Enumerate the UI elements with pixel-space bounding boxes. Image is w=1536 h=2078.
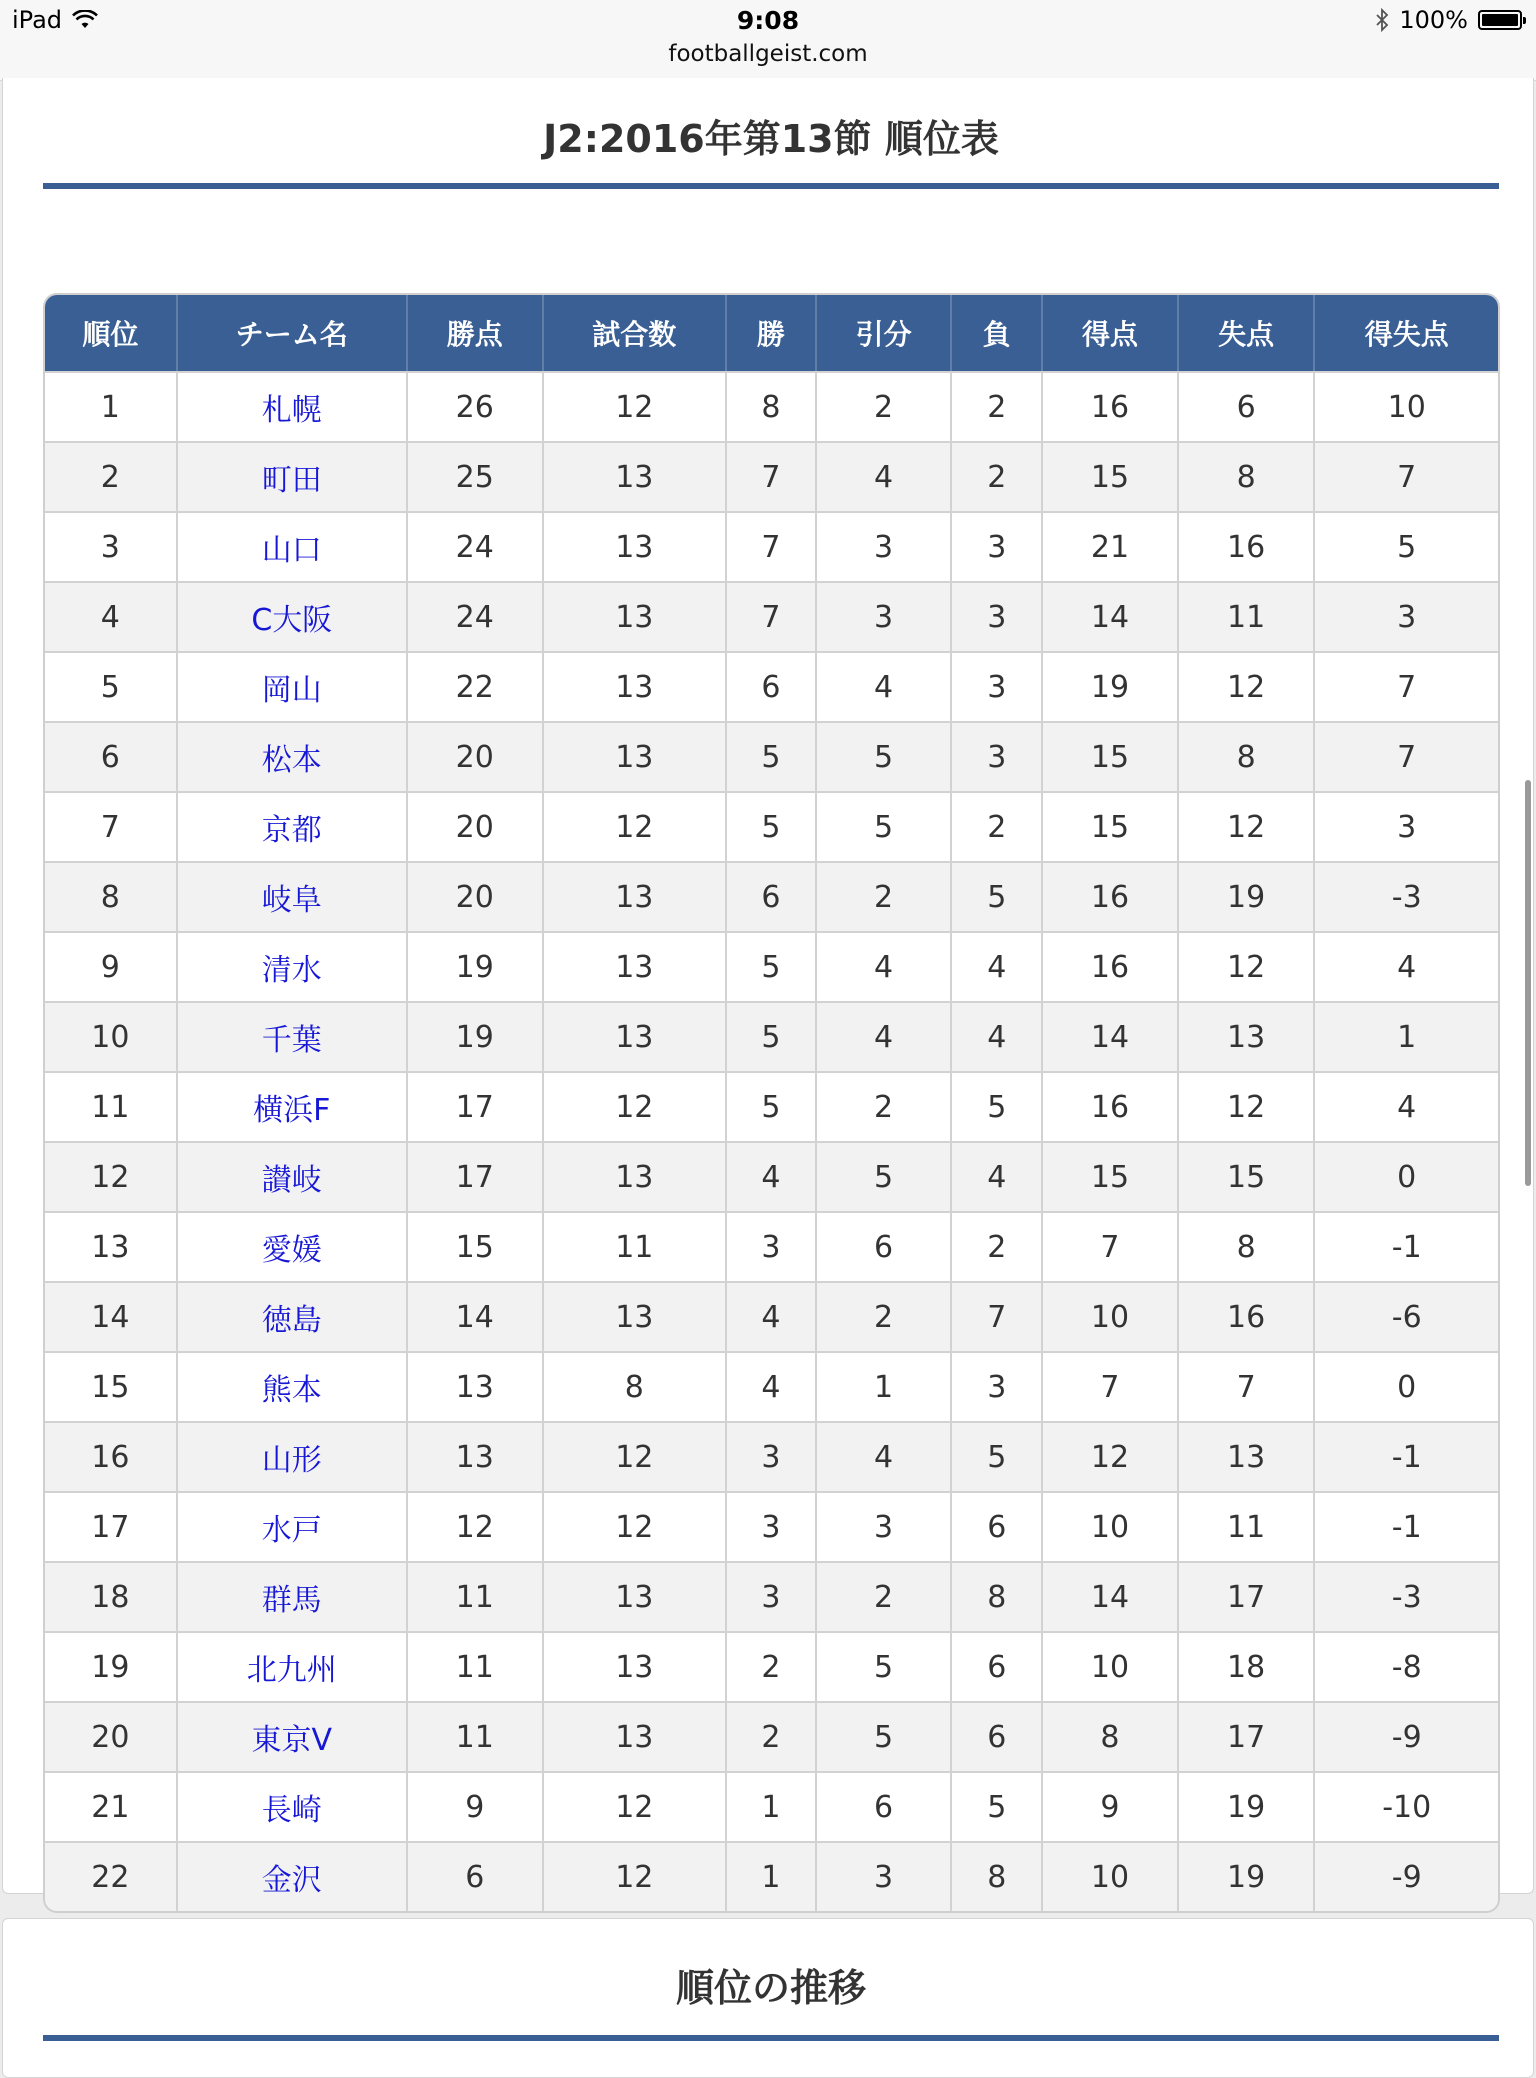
table-cell: 15 [1043, 721, 1179, 791]
team-link[interactable]: 横浜F [253, 1093, 331, 1128]
table-cell: 5 [817, 791, 953, 861]
team-cell [178, 1351, 408, 1421]
table-cell: 12 [1179, 651, 1316, 721]
table-cell: 7 [1315, 651, 1498, 721]
status-time: 9:08 [736, 6, 800, 35]
table-cell: 4 [727, 1141, 817, 1211]
table-cell: 19 [1179, 861, 1316, 931]
table-cell: 4 [817, 931, 953, 1001]
table-cell: 4 [952, 1141, 1043, 1211]
table-cell: 8 [952, 1561, 1043, 1631]
table-cell: 15 [1043, 791, 1179, 861]
table-cell: 15 [1043, 441, 1179, 511]
column-header: 得点 [1043, 295, 1179, 371]
table-cell: 2 [952, 371, 1043, 441]
column-header: 勝 [727, 295, 817, 371]
table-row [45, 1141, 1498, 1211]
table-cell: 2 [817, 1561, 953, 1631]
table-cell: 25 [408, 441, 544, 511]
table-cell: 5 [952, 1421, 1043, 1491]
table-cell: 4 [817, 1001, 953, 1071]
team-link[interactable]: 群馬 [261, 1583, 322, 1618]
table-cell: 4 [817, 441, 953, 511]
table-cell: 15 [1043, 1141, 1179, 1211]
table-cell: 12 [1179, 791, 1316, 861]
table-cell: 3 [952, 1351, 1043, 1421]
table-cell: 3 [727, 1561, 817, 1631]
column-header: 引分 [817, 295, 953, 371]
table-cell: 3 [1315, 791, 1498, 861]
table-cell: 14 [408, 1281, 544, 1351]
table-cell: 12 [544, 1071, 727, 1141]
table-cell: 19 [408, 1001, 544, 1071]
table-cell: 16 [1043, 931, 1179, 1001]
table-cell: 5 [1315, 511, 1498, 581]
table-cell: 11 [408, 1631, 544, 1701]
table-cell: 13 [544, 441, 727, 511]
table-row [45, 791, 1498, 861]
table-cell: 12 [544, 1771, 727, 1841]
table-row [45, 511, 1498, 581]
table-row [45, 1561, 1498, 1631]
table-cell: 4 [1315, 931, 1498, 1001]
table-cell: 17 [408, 1071, 544, 1141]
team-cell [178, 721, 408, 791]
table-cell: -6 [1315, 1281, 1498, 1351]
table-cell: 2 [727, 1701, 817, 1771]
table-row [45, 1351, 1498, 1421]
column-header: 失点 [1179, 295, 1316, 371]
table-cell: 7 [1179, 1351, 1316, 1421]
table-cell: 12 [544, 791, 727, 861]
table-cell: 2 [727, 1631, 817, 1701]
battery-icon [1478, 10, 1522, 30]
table-cell: 14 [1043, 1561, 1179, 1631]
table-cell: -1 [1315, 1491, 1498, 1561]
team-cell [178, 1071, 408, 1141]
table-cell: 12 [1179, 931, 1316, 1001]
table-cell: 1 [817, 1351, 953, 1421]
team-cell [178, 791, 408, 861]
team-cell [178, 371, 408, 441]
table-cell: 5 [727, 791, 817, 861]
table-cell: -1 [1315, 1421, 1498, 1491]
table-cell: 6 [952, 1701, 1043, 1771]
table-cell: 10 [1315, 371, 1498, 441]
table-cell: 2 [952, 1211, 1043, 1281]
table-row [45, 861, 1498, 931]
table-cell: 7 [727, 581, 817, 651]
table-row [45, 1631, 1498, 1701]
table-row [45, 1281, 1498, 1351]
table-cell: 12 [408, 1491, 544, 1561]
team-link[interactable]: 松本 [261, 743, 322, 778]
table-cell: 13 [544, 1141, 727, 1211]
table-cell: 2 [817, 861, 953, 931]
table-cell: 14 [45, 1281, 178, 1351]
table-cell: 13 [1179, 1001, 1316, 1071]
table-cell: 8 [952, 1841, 1043, 1911]
team-link[interactable]: 町田 [261, 463, 322, 498]
table-cell: 5 [727, 1001, 817, 1071]
team-link[interactable]: 熊本 [261, 1373, 322, 1408]
address-url[interactable]: footballgeist.com [668, 41, 868, 67]
table-cell: 5 [727, 931, 817, 1001]
table-cell: 11 [1179, 581, 1316, 651]
table-cell: 17 [45, 1491, 178, 1561]
table-cell: 5 [45, 651, 178, 721]
table-cell: 21 [45, 1771, 178, 1841]
table-cell: 8 [45, 861, 178, 931]
team-cell [178, 1421, 408, 1491]
table-cell: 15 [45, 1351, 178, 1421]
team-link[interactable]: 清水 [261, 953, 322, 988]
table-cell: 13 [544, 511, 727, 581]
table-cell: 14 [1043, 581, 1179, 651]
table-cell: 7 [952, 1281, 1043, 1351]
table-cell: 13 [544, 931, 727, 1001]
table-cell: 20 [408, 791, 544, 861]
table-row [45, 1491, 1498, 1561]
table-cell: 3 [817, 511, 953, 581]
team-link[interactable]: 金沢 [261, 1863, 322, 1898]
team-cell [178, 1001, 408, 1071]
table-cell: 11 [408, 1561, 544, 1631]
team-link[interactable]: 水戸 [261, 1513, 322, 1548]
table-cell: 9 [1043, 1771, 1179, 1841]
table-cell: 6 [1179, 371, 1316, 441]
table-cell: 4 [952, 931, 1043, 1001]
table-row [45, 1841, 1498, 1911]
title-underline [43, 183, 1499, 189]
team-cell [178, 1141, 408, 1211]
table-cell: 12 [1179, 1071, 1316, 1141]
standings-card [2, 78, 1534, 1898]
table-cell: 8 [727, 371, 817, 441]
table-cell: 17 [1179, 1561, 1316, 1631]
table-cell: 3 [952, 581, 1043, 651]
table-cell: 8 [1179, 1211, 1316, 1281]
battery-percent: 100% [1399, 6, 1468, 34]
table-cell: 5 [817, 1701, 953, 1771]
table-row [45, 1421, 1498, 1491]
team-cell [178, 1701, 408, 1771]
team-link[interactable]: 長崎 [261, 1793, 322, 1828]
table-cell: 5 [952, 1771, 1043, 1841]
table-cell: 5 [727, 721, 817, 791]
table-row [45, 1001, 1498, 1071]
table-cell: 3 [45, 511, 178, 581]
team-link[interactable]: 岐阜 [261, 883, 322, 918]
table-cell: 3 [817, 1491, 953, 1561]
table-cell: -8 [1315, 1631, 1498, 1701]
table-cell: 18 [1179, 1631, 1316, 1701]
table-cell: 16 [1043, 371, 1179, 441]
table-cell: 10 [1043, 1631, 1179, 1701]
table-cell: 13 [544, 861, 727, 931]
rank-trend-underline [43, 2035, 1499, 2041]
table-cell: 2 [45, 441, 178, 511]
status-bar [0, 0, 1536, 81]
table-cell: 16 [45, 1421, 178, 1491]
table-cell: 0 [1315, 1141, 1498, 1211]
table-cell: 16 [1179, 1281, 1316, 1351]
device-name: iPad [12, 6, 63, 34]
table-cell: 10 [45, 1001, 178, 1071]
table-cell: 12 [1043, 1421, 1179, 1491]
table-cell: 13 [408, 1421, 544, 1491]
table-cell: 5 [952, 1071, 1043, 1141]
table-cell: -10 [1315, 1771, 1498, 1841]
table-cell: 2 [952, 441, 1043, 511]
table-cell: 22 [408, 651, 544, 721]
team-link[interactable]: 札幌 [261, 393, 322, 428]
standings-title: J2:2016年第13節 順位表 [543, 117, 999, 161]
table-header-row [45, 295, 1498, 371]
rank-trend-title: 順位の推移 [675, 1966, 866, 2010]
table-cell: 10 [1043, 1841, 1179, 1911]
table-cell: 13 [544, 721, 727, 791]
team-cell [178, 1211, 408, 1281]
table-cell: 6 [408, 1841, 544, 1911]
table-cell: 17 [1179, 1701, 1316, 1771]
team-link[interactable]: 山形 [261, 1443, 322, 1478]
table-cell: 6 [952, 1631, 1043, 1701]
table-cell: 2 [817, 1281, 953, 1351]
team-cell [178, 1631, 408, 1701]
table-cell: 7 [727, 441, 817, 511]
table-cell: 16 [1179, 511, 1316, 581]
table-cell: 1 [1315, 1001, 1498, 1071]
table-cell: 5 [817, 1631, 953, 1701]
team-link[interactable]: 京都 [261, 813, 322, 848]
team-cell [178, 931, 408, 1001]
table-cell: 13 [544, 1281, 727, 1351]
table-cell: 11 [544, 1211, 727, 1281]
table-cell: 4 [1315, 1071, 1498, 1141]
table-cell: 17 [408, 1141, 544, 1211]
table-cell: 26 [408, 371, 544, 441]
table-cell: 18 [45, 1561, 178, 1631]
table-cell: 6 [727, 861, 817, 931]
table-cell: 0 [1315, 1351, 1498, 1421]
table-cell: -9 [1315, 1841, 1498, 1911]
team-link[interactable]: 山口 [261, 533, 322, 568]
table-cell: 24 [408, 581, 544, 651]
table-cell: 5 [952, 861, 1043, 931]
team-cell [178, 1561, 408, 1631]
table-cell: 4 [727, 1281, 817, 1351]
table-cell: 3 [952, 651, 1043, 721]
table-cell: 6 [45, 721, 178, 791]
table-cell: -3 [1315, 861, 1498, 931]
table-cell: 3 [952, 511, 1043, 581]
team-cell [178, 1771, 408, 1841]
table-cell: 8 [1043, 1701, 1179, 1771]
team-link[interactable]: 讃岐 [261, 1163, 322, 1198]
table-cell: 6 [952, 1491, 1043, 1561]
team-cell [178, 1841, 408, 1911]
table-cell: 21 [1043, 511, 1179, 581]
table-cell: 3 [817, 1841, 953, 1911]
table-cell: 2 [817, 371, 953, 441]
team-cell [178, 441, 408, 511]
column-header: チーム名 [178, 295, 408, 371]
status-right [1375, 6, 1522, 34]
table-cell: 4 [817, 1421, 953, 1491]
team-link[interactable]: 徳島 [261, 1303, 322, 1338]
rank-trend-card [2, 1918, 1534, 2078]
table-cell: 4 [727, 1351, 817, 1421]
table-cell: 1 [727, 1841, 817, 1911]
table-cell: 7 [1315, 721, 1498, 791]
table-cell: 13 [544, 1001, 727, 1071]
table-cell: 3 [1315, 581, 1498, 651]
table-cell: 6 [727, 651, 817, 721]
table-cell: 13 [544, 581, 727, 651]
table-row [45, 651, 1498, 721]
table-cell: 12 [544, 1491, 727, 1561]
team-cell [178, 651, 408, 721]
table-row [45, 1211, 1498, 1281]
table-cell: 11 [1179, 1491, 1316, 1561]
table-cell: 15 [408, 1211, 544, 1281]
table-cell: 8 [1179, 441, 1316, 511]
table-cell: 4 [817, 651, 953, 721]
table-cell: 1 [45, 371, 178, 441]
table-row [45, 371, 1498, 441]
table-cell: 12 [544, 371, 727, 441]
table-row [45, 1771, 1498, 1841]
table-cell: 3 [817, 581, 953, 651]
table-cell: 13 [408, 1351, 544, 1421]
table-cell: 5 [817, 1141, 953, 1211]
table-cell: 13 [544, 1631, 727, 1701]
table-cell: 5 [817, 721, 953, 791]
table-cell: 19 [1179, 1841, 1316, 1911]
column-header: 得失点 [1315, 295, 1498, 371]
table-cell: 16 [1043, 1071, 1179, 1141]
team-link[interactable]: 千葉 [261, 1023, 322, 1058]
table-cell: -9 [1315, 1701, 1498, 1771]
table-cell: -3 [1315, 1561, 1498, 1631]
table-cell: 7 [727, 511, 817, 581]
table-cell: 13 [544, 1561, 727, 1631]
table-cell: 12 [544, 1841, 727, 1911]
table-cell: 5 [727, 1071, 817, 1141]
table-cell: 19 [45, 1631, 178, 1701]
table-cell: 13 [544, 1701, 727, 1771]
team-cell [178, 581, 408, 651]
column-header: 負 [952, 295, 1043, 371]
table-cell: 6 [817, 1771, 953, 1841]
team-link[interactable]: 北九州 [246, 1653, 337, 1688]
table-cell: -1 [1315, 1211, 1498, 1281]
table-row [45, 721, 1498, 791]
table-cell: 16 [1043, 861, 1179, 931]
table-cell: 22 [45, 1841, 178, 1911]
table-cell: 1 [727, 1771, 817, 1841]
team-link[interactable]: C大阪 [251, 603, 333, 638]
table-cell: 14 [1043, 1001, 1179, 1071]
table-cell: 20 [45, 1701, 178, 1771]
table-cell: 6 [817, 1211, 953, 1281]
table-cell: 13 [1179, 1421, 1316, 1491]
column-header: 順位 [45, 295, 178, 371]
table-row [45, 441, 1498, 511]
table-cell: 7 [1043, 1211, 1179, 1281]
team-cell [178, 1491, 408, 1561]
table-cell: 12 [544, 1421, 727, 1491]
bluetooth-icon [1375, 8, 1389, 32]
column-header: 試合数 [544, 295, 727, 371]
table-cell: 11 [408, 1701, 544, 1771]
table-row [45, 1701, 1498, 1771]
table-cell: 4 [952, 1001, 1043, 1071]
team-cell [178, 511, 408, 581]
table-cell: 7 [45, 791, 178, 861]
team-cell [178, 1281, 408, 1351]
table-cell: 8 [1179, 721, 1316, 791]
table-cell: 13 [544, 651, 727, 721]
table-cell: 10 [1043, 1491, 1179, 1561]
table-cell: 13 [45, 1211, 178, 1281]
table-row [45, 931, 1498, 1001]
table-cell: 20 [408, 721, 544, 791]
table-cell: 3 [952, 721, 1043, 791]
table-cell: 9 [408, 1771, 544, 1841]
table-cell: 8 [544, 1351, 727, 1421]
table-row [45, 1071, 1498, 1141]
table-cell: 11 [45, 1071, 178, 1141]
table-cell: 3 [727, 1211, 817, 1281]
page-scrollbar[interactable] [1525, 780, 1531, 1186]
table-cell: 19 [408, 931, 544, 1001]
table-cell: 4 [45, 581, 178, 651]
table-cell: 2 [952, 791, 1043, 861]
table-cell: 15 [1179, 1141, 1316, 1211]
team-link[interactable]: 愛媛 [261, 1233, 322, 1268]
table-cell: 19 [1043, 651, 1179, 721]
team-link[interactable]: 岡山 [261, 673, 322, 708]
table-cell: 10 [1043, 1281, 1179, 1351]
table-cell: 19 [1179, 1771, 1316, 1841]
table-cell: 24 [408, 511, 544, 581]
table-cell: 20 [408, 861, 544, 931]
standings-table [43, 293, 1500, 1913]
table-cell: 3 [727, 1491, 817, 1561]
team-cell [178, 861, 408, 931]
table-cell: 7 [1043, 1351, 1179, 1421]
table-cell: 7 [1315, 441, 1498, 511]
table-row [45, 581, 1498, 651]
table-cell: 3 [727, 1421, 817, 1491]
table-cell: 2 [817, 1071, 953, 1141]
table-cell: 9 [45, 931, 178, 1001]
column-header: 勝点 [408, 295, 544, 371]
team-link[interactable]: 東京V [251, 1723, 333, 1758]
table-cell: 12 [45, 1141, 178, 1211]
